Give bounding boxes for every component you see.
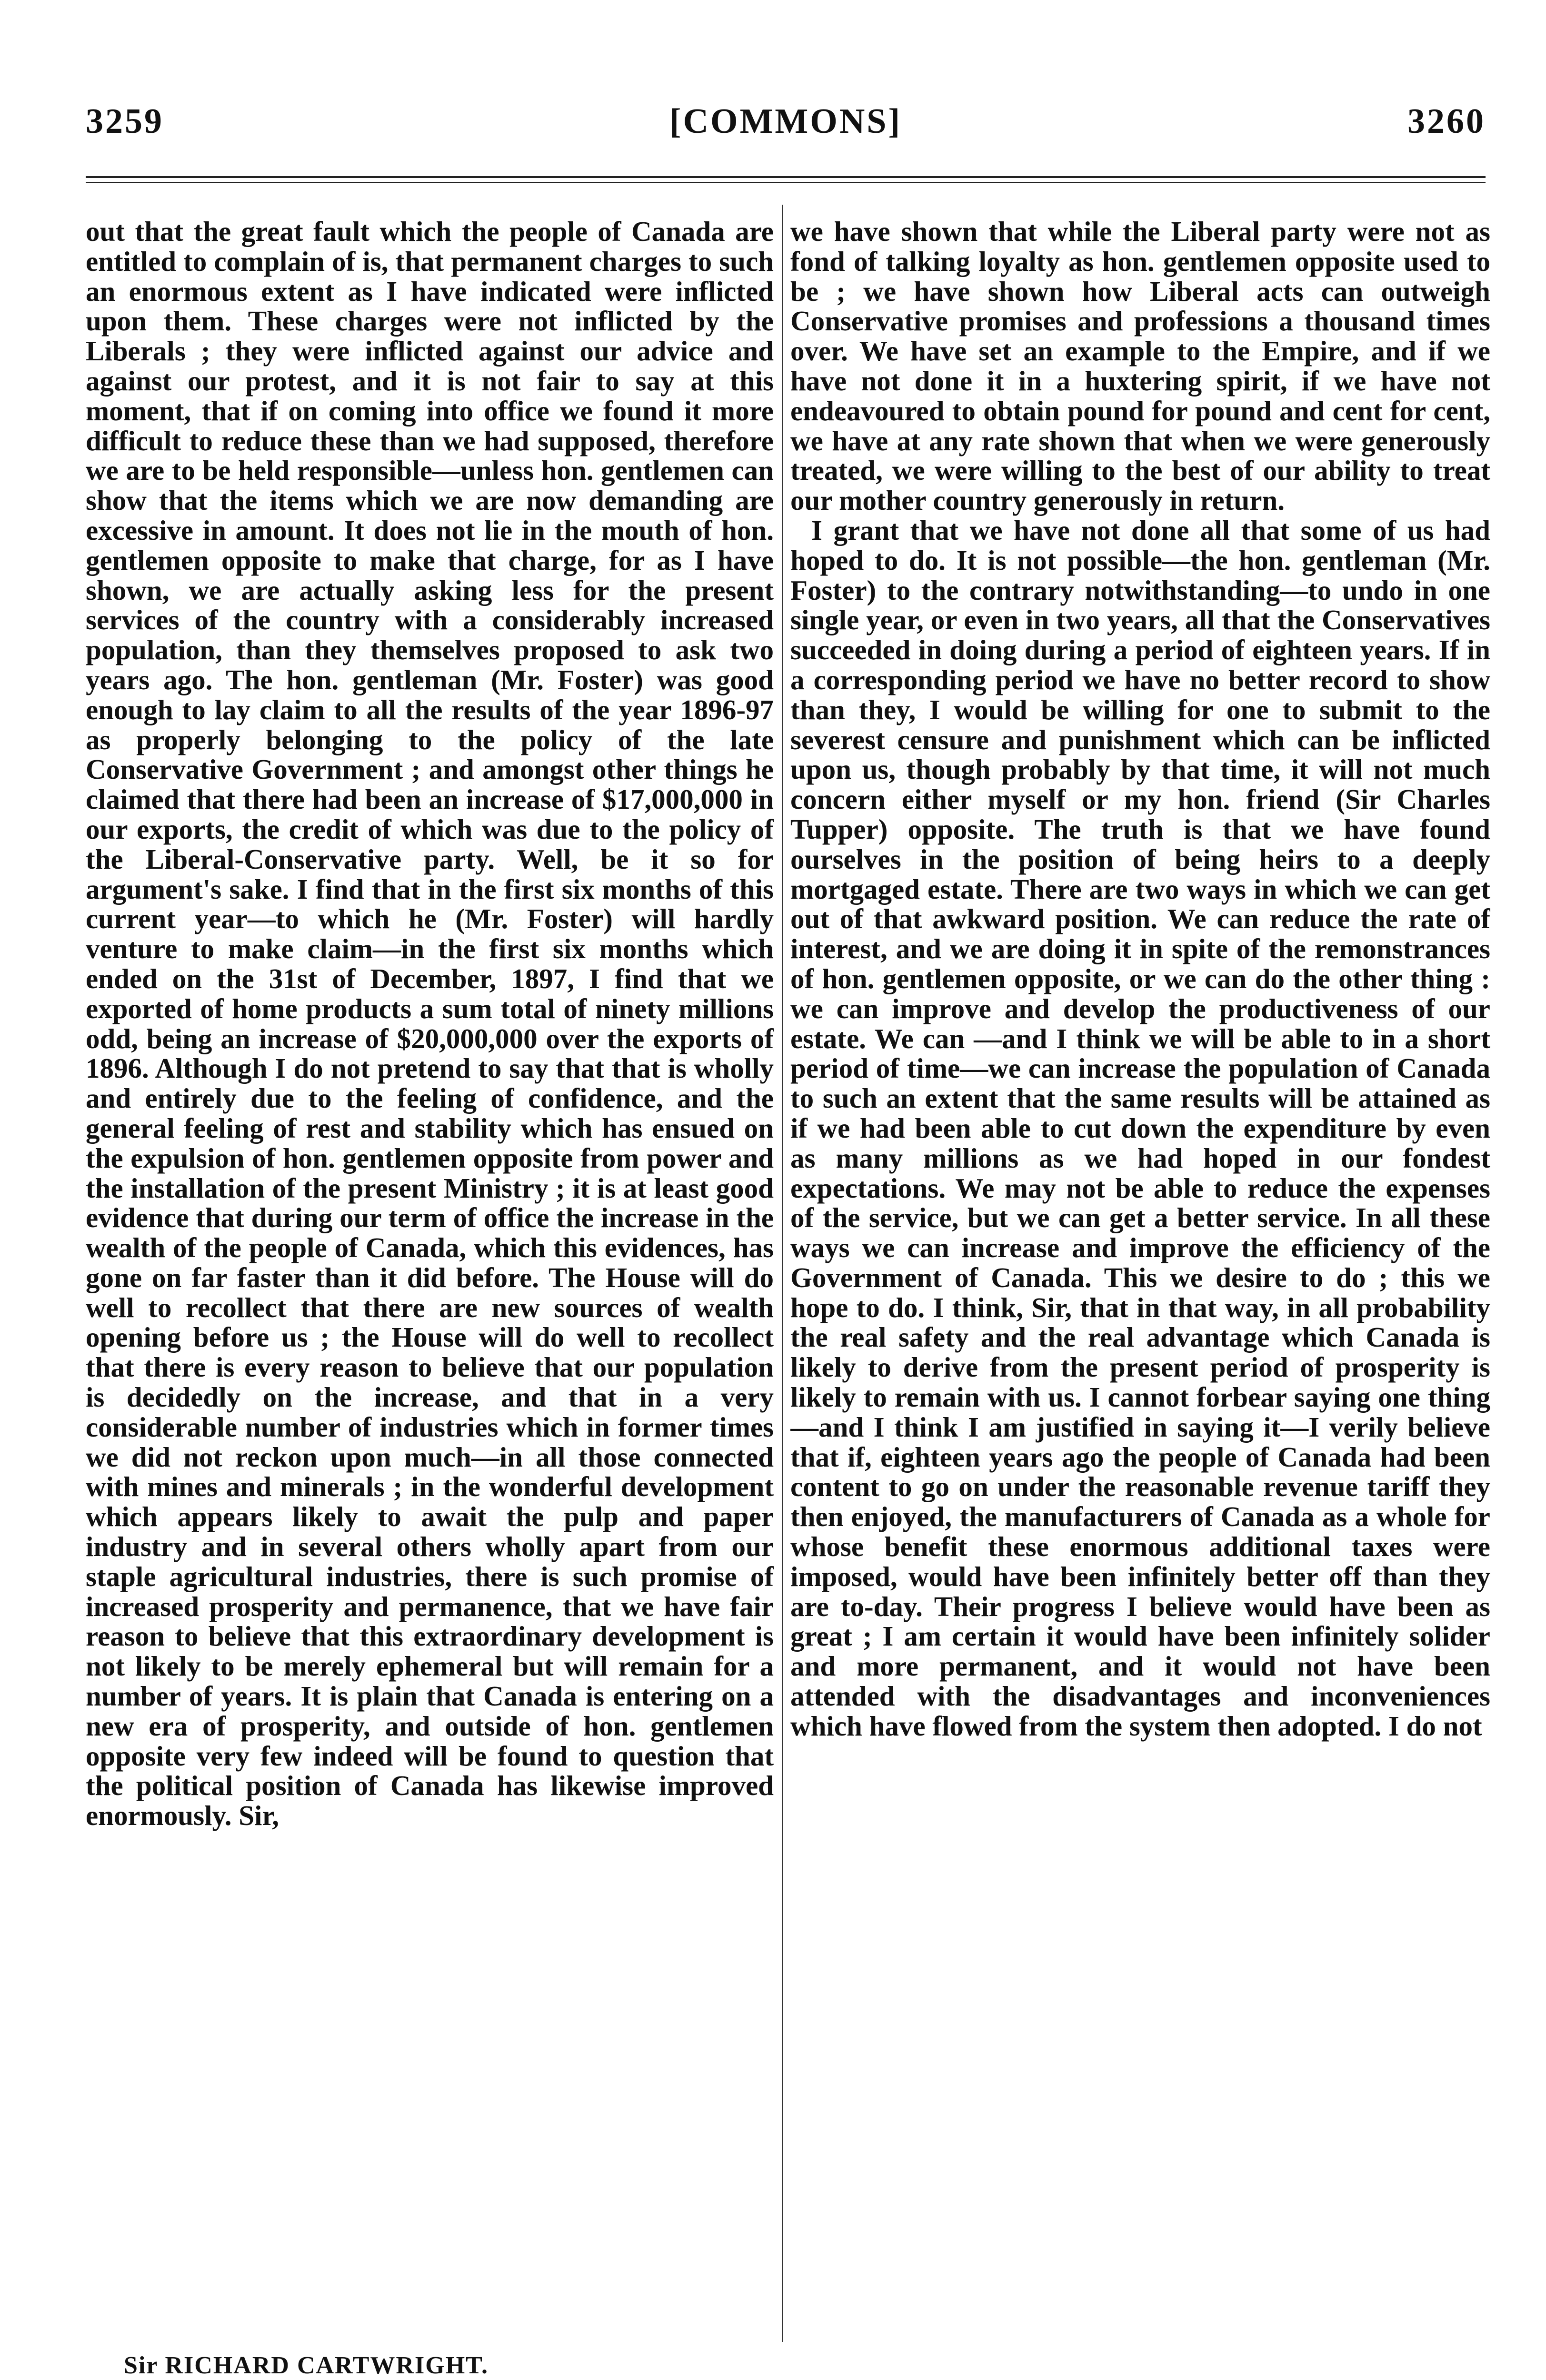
column-divider <box>782 205 783 2342</box>
header-rule-secondary <box>86 182 1486 183</box>
right-column <box>790 217 1490 2335</box>
left-page-number: 3259 <box>86 102 164 141</box>
page-header <box>86 95 1486 148</box>
left-column <box>86 217 774 2335</box>
header-rule <box>86 176 1486 178</box>
right-column-paragraph-2: I grant that we have not done all that some of us had hoped to do. It is not possible—the hon. gentleman (Mr. Foster) to the contrary notwithstanding—to undo in one single year, or even in two years, all that the Conservatives succeeded in doing during a period of eighteen years. If in a corresponding period we have no better record to show than they, I would be willing for one to submit to the severest censure and punishment which can be inflicted upon us, though probably by that time, it will not much concern either myself or my hon. friend (Sir Charles Tupper) opposite. The truth is that we have found ourselves in the position of being heirs to a deeply mortgaged estate. There are two ways in which we can get out of that awkward position. We can reduce the rate of interest, and we are doing it in spite of the remonstrances of hon. gentlemen opposite, or we can do the other thing : we can improve and develop the productiveness of our estate. We can —and I think we will be able to in a short period of time—we can increase the population of Canada to such an extent that the same results will be attained as if we had been able to cut down the expenditure by even as many millions as we had hoped in our fondest expectations. We may not be able to reduce the expenses of the service, but we can get a better service. In all these ways we can increase and improve the efficiency of the Government of Canada. This we desire to do ; this we hope to do. I think, Sir, that in that way, in all probability the real safety and the real advantage which Canada is likely to derive from the present period of prosperity is likely to remain with us. I cannot forbear saying one thing—and I think I am justified in saying it—I verily believe that if, eighteen years ago the people of Canada had been content to go on under the reasonable revenue tariff they then enjoyed, the manufacturers of Canada as a whole for whose benefit these enormous additional taxes were imposed, would have been infinitely better off than they are to-day. Their progress I believe would have been as great ; I am certain it would have been infinitely solider and more permanent, and it would not have been attended with the disadvantages and inconveniences which have flowed from the system then adopted. I do not <box>790 514 1490 1742</box>
speaker-footer: Sir RICHARD CARTWRIGHT. <box>124 2352 489 2379</box>
left-column-paragraph: out that the great fault which the people of Canada are entitled to complain of is, that permanent charges to such an enormous extent as I have indicated were inflicted upon them. These charges were not inflicted by the Liberals ; they were inflicted against our advice and against our protest, and it is not fair to say at this moment, that if on coming into office we found it more difficult to reduce these than we had supposed, therefore we are to be held responsible—unless hon. gentlemen can show that the items which we are now demanding are excessive in amount. It does not lie in the mouth of hon. gentlemen opposite to make that charge, for as I have shown, we are actually asking less for the present services of the country with a considerably increased population, than they themselves proposed to ask two years ago. The hon. gentleman (Mr. Foster) was good enough to lay claim to all the results of the year 1896-97 as properly belonging to the policy of the late Conservative Government ; and amongst other things he claimed that there had been an increase of $17,000,000 in our exports, the credit of which was due to the policy of the Liberal-Conservative party. Well, be it so for argument's sake. I find that in the first six months of this current year—to which he (Mr. Foster) will hardly venture to make claim—in the first six months which ended on the 31st of December, 1897, I find that we exported of home products a sum total of ninety millions odd, being an increase of $20,000,000 over the exports of 1896. Although I do not pretend to say that that is wholly and entirely due to the feeling of confidence, and the general feeling of rest and stability which has ensued on the expulsion of hon. gentlemen opposite from power and the installation of the present Ministry ; it is at least good evidence that during our term of office the increase in the wealth of the people of Canada, which this evidences, has gone on far faster than it did before. The House will do well to recollect that there are new sources of wealth opening before us ; the House will do well to recollect that there is every reason to believe that our population is decidedly on the increase, and that in a very considerable number of industries which in former times we did not reckon upon much—in all those connected with mines and minerals ; in the wonderful development which appears likely to await the pulp and paper industry and in several others wholly apart from our staple agricultural industries, there is such promise of increased prosperity and permanence, that we have fair reason to believe that this extraordinary development is not likely to be merely ephemeral but will remain for a number of years. It is plain that Canada is entering on a new era of prosperity, and outside of hon. gentlemen opposite very few indeed will be found to question that the political position of Canada has likewise improved enormously. Sir, <box>86 217 774 1832</box>
journal-title: [COMMONS] <box>669 102 902 141</box>
right-column-paragraph-1: we have shown that while the Liberal party were not as fond of talking loyalty as hon. gentlemen opposite used to be ; we have shown how Liberal acts can outweigh Conservative promises and professions a thousand times over. We have set an example to the Empire, and if we have not done it in a huxtering spirit, if we have not endeavoured to obtain pound for pound and cent for cent, we have at any rate shown that when we were generously treated, we were willing to the best of our ability to treat our mother country generously in return. <box>790 217 1490 516</box>
right-page-number: 3260 <box>1407 102 1486 141</box>
